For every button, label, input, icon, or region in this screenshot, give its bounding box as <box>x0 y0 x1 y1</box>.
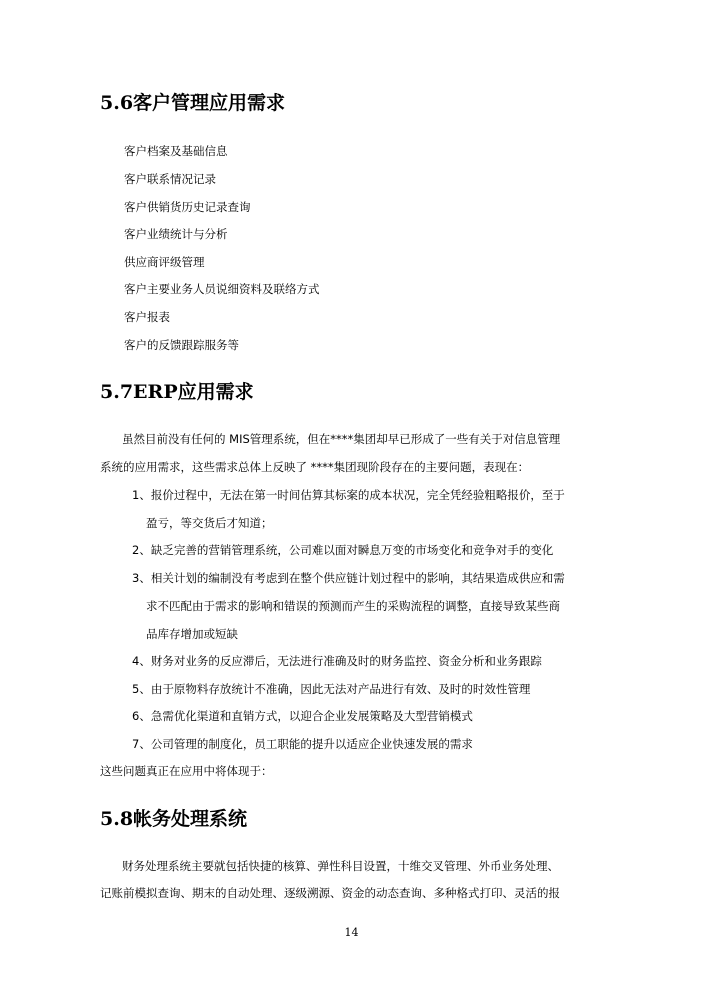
section-5-7-heading: 5.7ERP应用需求 <box>100 381 254 403</box>
list-item: 客户主要业务人员说细资料及联络方式 <box>124 282 320 296</box>
list-item: 客户报表 <box>124 310 170 324</box>
list-item: 客户供销货历史记录查询 <box>124 200 251 214</box>
numbered-item: 1、报价过程中，无法在第一时间估算其标案的成本状况，完全凭经验粗略报价，至于 <box>132 488 565 502</box>
list-item: 供应商评级管理 <box>124 255 205 269</box>
list-item: 客户联系情况记录 <box>124 172 216 186</box>
paragraph-line: 记账前模拟查询、期末的自动处理、逐级溯源、资金的动态查询、多种格式打印、灵活的报 <box>100 886 560 900</box>
paragraph-line: 这些问题真正在应用中将体现于： <box>100 764 273 778</box>
section-5-8-heading: 5.8帐务处理系统 <box>100 808 248 830</box>
numbered-item: 7、公司管理的制度化，员工职能的提升以适应企业快速发展的需求 <box>132 737 473 751</box>
numbered-item-continuation: 盈亏，等交货后才知道； <box>146 516 273 530</box>
numbered-item-continuation: 品库存增加或短缺 <box>146 627 238 641</box>
list-item: 客户的反馈跟踪服务等 <box>124 338 239 352</box>
list-item: 客户业绩统计与分析 <box>124 227 228 241</box>
numbered-item: 5、由于原物料存放统计不准确，因此无法对产品进行有效、及时的时效性管理 <box>132 682 531 696</box>
paragraph-line: 系统的应用需求，这些需求总体上反映了 ****集团现阶段存在的主要问题，表现在： <box>100 460 530 474</box>
list-item: 客户档案及基础信息 <box>124 144 228 158</box>
page-number: 14 <box>344 926 359 939</box>
numbered-item: 2、缺乏完善的营销管理系统，公司难以面对瞬息万变的市场变化和竞争对手的变化 <box>132 543 554 557</box>
numbered-item: 4、财务对业务的反应滞后，无法进行准确及时的财务监控、资金分析和业务跟踪 <box>132 654 542 668</box>
numbered-item-continuation: 求不匹配由于需求的影响和错误的预测而产生的采购流程的调整，直接导致某些商 <box>146 599 560 613</box>
numbered-item: 6、急需优化渠道和直销方式，以迎合企业发展策略及大型营销模式 <box>132 709 473 723</box>
section-5-6-heading: 5.6客户管理应用需求 <box>100 92 286 114</box>
paragraph-line: 虽然目前没有任何的 MIS管理系统，但在****集团却早已形成了一些有关于对信息管理 <box>122 432 561 446</box>
numbered-item: 3、相关计划的编制没有考虑到在整个供应链计划过程中的影响，其结果造成供应和需 <box>132 571 565 585</box>
paragraph-line: 财务处理系统主要就包括快捷的核算、弹性科目设置，十维交叉管理、外币业务处理、 <box>122 859 559 873</box>
